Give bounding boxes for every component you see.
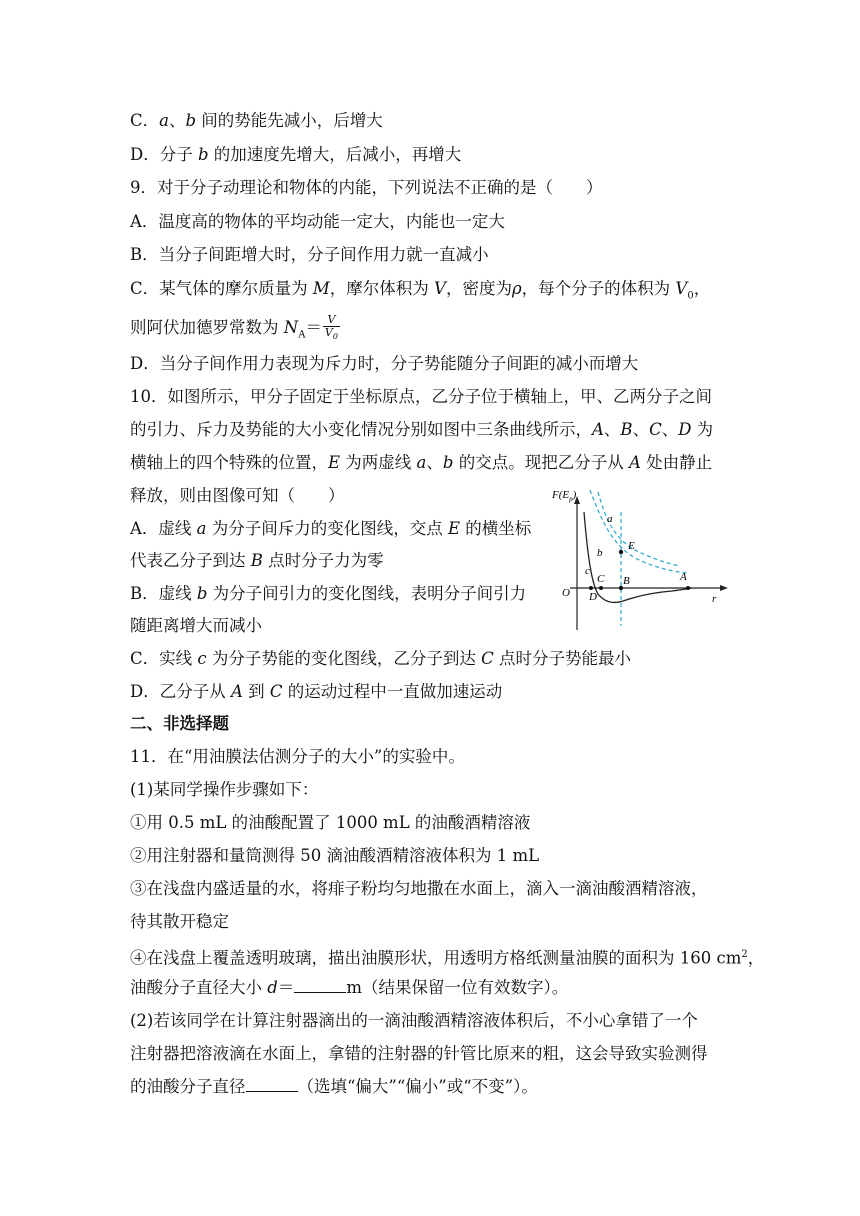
q9-option-b: B．当分子间距增大时，分子间作用力就一直减小	[130, 245, 489, 264]
point-a	[686, 586, 690, 590]
q11-part2-line1: (2)若该同学在计算注射器滴出的一滴油酸酒精溶液体积后，不小心拿错了一个	[130, 1011, 698, 1030]
section-title: 二、非选择题	[130, 714, 229, 733]
q11-part1: (1)某同学操作步骤如下：	[130, 780, 319, 799]
x-axis-arrow	[720, 585, 728, 591]
q9-option-c: C．某气体的摩尔质量为 M，摩尔体积为 V，密度为ρ，每个分子的体积为 $V_0$，	[130, 279, 711, 302]
q9-option-a: A．温度高的物体的平均动能一定大，内能也一定大	[130, 212, 505, 231]
q10-option-d: D．乙分子从 A 到 C 的运动过程中一直做加速运动	[130, 682, 503, 701]
molecular-force-figure	[540, 482, 730, 632]
label-point-a: A	[680, 571, 687, 583]
fraction: $\frac{V}{V_0}$	[324, 313, 338, 342]
q10-option-b-line2: 随距离增大而减小	[130, 616, 262, 635]
q11-part2-line2: 注射器把溶液滴在水面上，拿错的注射器的针管比原来的粗，这会导致实验测得	[130, 1044, 708, 1063]
label-e: E	[628, 540, 635, 552]
origin-label: O	[562, 587, 570, 599]
q10-stem-line2: 的引力、斥力及势能的大小变化情况分别如图中三条曲线所示，A、B、C、D 为	[130, 420, 714, 439]
q11-step3-line1: ③在浅盘内盛适量的水，将痱子粉均匀地撒在水面上，滴入一滴油酸酒精溶液，	[130, 879, 708, 898]
q10-option-b-line1: B．虚线 b 为分子间引力的变化图线，表明分子间引力	[130, 584, 527, 603]
point-e	[619, 550, 623, 554]
q11-step4-line2: 油酸分子直径大小 d＝ m（结果保留一位有效数字）。	[130, 978, 569, 997]
q10-option-a-line2: 代表乙分子到达 B 点时分子力为零	[130, 551, 384, 570]
curve-b-dashed	[598, 492, 680, 566]
q11-part2-line3: 的油酸分子直径 （选填“偏大”“偏小”或“不变”）。	[130, 1077, 538, 1096]
q10-stem-line4: 释放，则由图像可知（ ）	[130, 486, 345, 505]
label-point-c: C	[597, 573, 605, 585]
label-c: c	[585, 565, 590, 577]
curve-a-dashed	[590, 490, 688, 573]
q11-step3-line2: 待其散开稳定	[130, 912, 229, 931]
x-axis-label: r	[712, 593, 717, 605]
label-a: a	[607, 513, 613, 525]
q9-stem: 9．对于分子动理论和物体的内能，下列说法不正确的是（ ）	[130, 178, 603, 197]
y-axis-label: $F(E_p)$	[552, 489, 577, 503]
label-point-b: B	[623, 575, 630, 587]
q8-option-d: D．分子 b 的加速度先增大，后减小，再增大	[130, 145, 462, 164]
point-d	[589, 586, 593, 590]
label-point-d: D	[589, 591, 597, 603]
q10-stem-line3: 横轴上的四个特殊的位置，E 为两虚线 a、b 的交点。现把乙分子从 A 处由静止	[130, 453, 713, 472]
answer-blank-bias[interactable]	[246, 1077, 298, 1092]
q11-step4-line1: ④在浅盘上覆盖透明玻璃，描出油膜形状，用透明方格纸测量油膜的面积为 160 $cm^2$，	[130, 948, 765, 968]
q8-option-c: C．a、b 间的势能先减小，后增大	[130, 111, 383, 130]
q9-option-d: D．当分子间作用力表现为斥力时，分子势能随分子间距的减小而增大	[130, 354, 639, 373]
q10-stem-line1: 10．如图所示，甲分子固定于坐标原点，乙分子位于横轴上，甲、乙两分子之间	[130, 387, 712, 406]
q11-step2: ②用注射器和量筒测得 50 滴油酸酒精溶液体积为 1 mL	[130, 846, 540, 865]
q11-stem: 11．在“用油膜法估测分子的大小”的实验中。	[130, 747, 465, 766]
point-c	[599, 586, 603, 590]
answer-blank-diameter[interactable]	[294, 978, 346, 993]
q11-step1: ①用 0.5 mL 的油酸配置了 1000 mL 的油酸酒精溶液	[130, 813, 531, 832]
q10-option-a-line1: A．虚线 a 为分子间斥力的变化图线，交点 E 的横坐标	[130, 519, 532, 538]
q9-option-c-formula: 则阿伏加德罗常数为 $N_A=$ $\frac{V}{V_0}$	[130, 313, 338, 342]
q10-option-c: C．实线 c 为分子势能的变化图线，乙分子到达 C 点时分子势能最小	[130, 649, 631, 668]
label-b: b	[597, 547, 603, 559]
